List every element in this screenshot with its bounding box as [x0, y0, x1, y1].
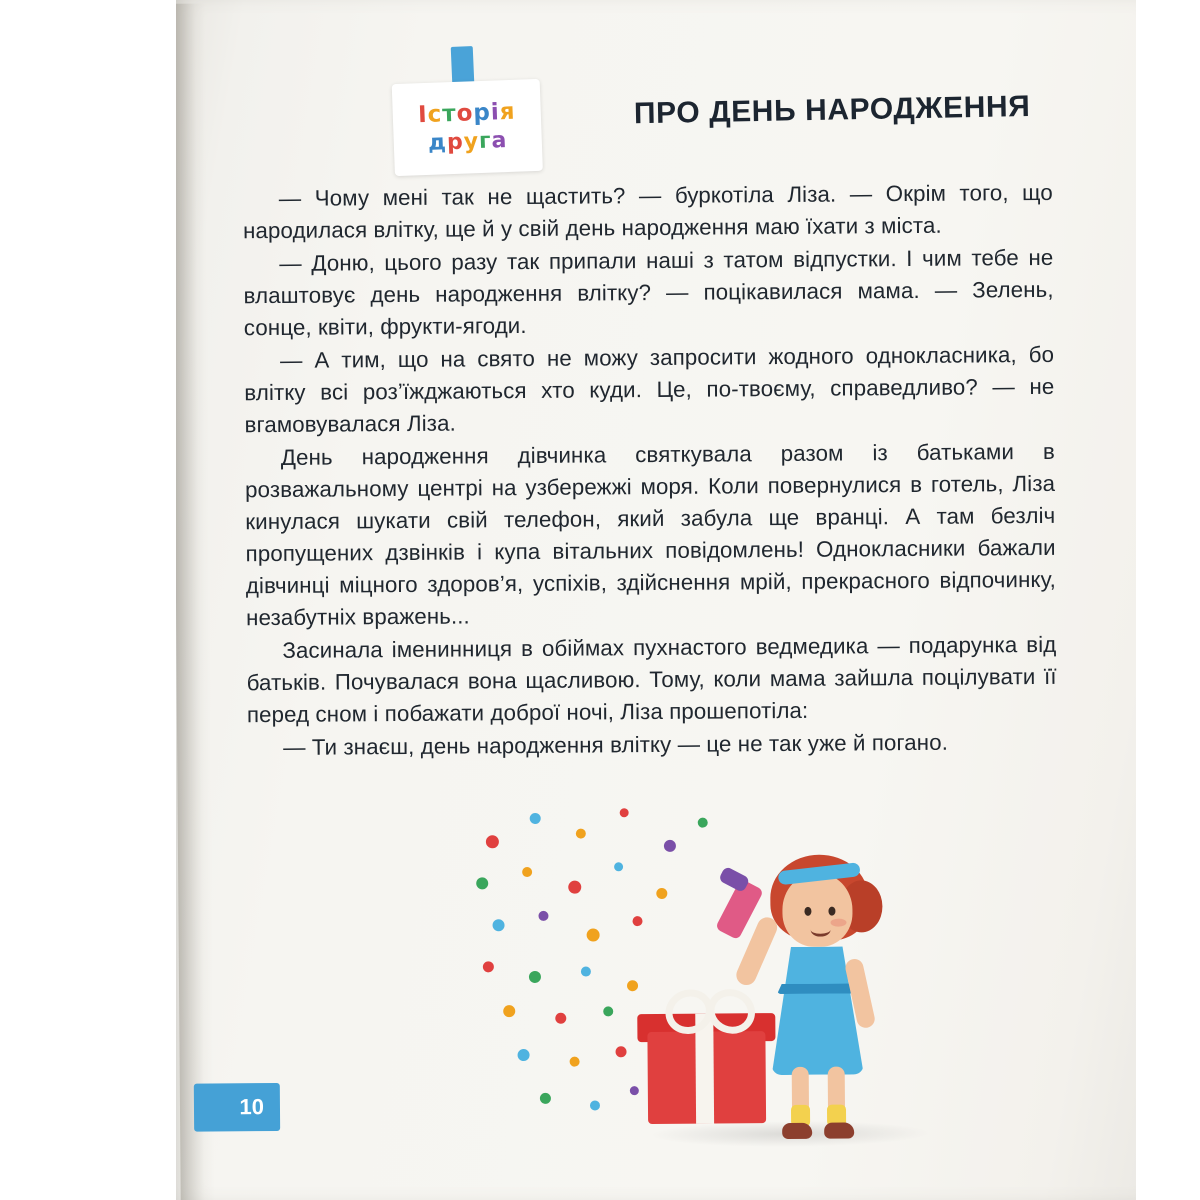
- confetti-dot: [614, 862, 623, 871]
- book-page: [176, 0, 1136, 1200]
- confetti-dot: [522, 867, 532, 877]
- confetti-dot: [581, 967, 591, 977]
- book-gutter-shadow: [176, 4, 215, 1200]
- confetti-dot: [555, 1013, 566, 1024]
- confetti-dot: [664, 840, 676, 852]
- confetti-dot: [603, 1006, 613, 1016]
- confetti-dot: [698, 818, 708, 828]
- confetti-dot: [587, 928, 600, 941]
- girl-cheek: [831, 919, 847, 927]
- confetti-dot: [518, 1049, 530, 1061]
- confetti-dot: [590, 1100, 600, 1110]
- page-content: [176, 0, 1136, 1200]
- chapter-badge-line2: друга: [427, 127, 508, 156]
- chapter-badge-line1: Історія: [417, 98, 516, 129]
- confetti-dot: [529, 971, 541, 983]
- confetti-dot: [493, 919, 505, 931]
- confetti-dot: [627, 980, 638, 991]
- paragraph: — Доню, цього разу так припали наші з татом відпустки. І чим тебе не влаштовує день народження влітку? — поцікавилася мама. — Зелень, сонце, квіти, фрукти-ягоди.: [243, 244, 1054, 341]
- confetti-dot: [568, 881, 581, 894]
- confetti-dot: [632, 916, 642, 926]
- paragraph: — Ти знаєш, день народження влітку — це не так уже й погано.: [283, 729, 949, 760]
- girl-mouth: [811, 923, 831, 937]
- paragraph: — А тим, що на свято не можу запросити жодного однокласника, бо влітку всі роз’їжджаються хто куди. Це, по-твоєму, справедливо? — не вгамовувалася Ліза.: [244, 341, 1055, 438]
- girl-shoe-right: [824, 1122, 854, 1138]
- paragraph: Засинала іменинниця в обіймах пухнастого ведмедика — подарунка від батьків. Почувалася вона щасливою. Тому, коли мама зайшла поцілувати її перед сном і побажати доброї ночі, Ліза прошепотіла:: [246, 631, 1057, 728]
- confetti-dot: [656, 888, 667, 899]
- girl-eye-right: [828, 907, 835, 916]
- confetti-dot: [576, 829, 586, 839]
- confetti-dot: [486, 835, 499, 848]
- confetti-dot: [630, 1086, 639, 1095]
- paragraph: День народження дівчинка святкувала разом із батьками в розважальному центрі на узбережжі моря. Коли повернулися в готель, Ліза кинулася шукати свій телефон, який забула ще вранці. А там безліч пропущених дзвінків і купа вітальних повідомлень! Однокласники бажали дівчинці міцного здоров’я, успіхів, здійснення мрій, прекрасного відпочинку, незабутніх вражень...: [245, 438, 1056, 631]
- confetti-dot: [540, 1093, 551, 1104]
- page-number: 10: [194, 1083, 280, 1132]
- confetti-dot: [483, 961, 494, 972]
- paragraph: — Чому мені так не щастить? — буркотіла Ліза. — Окрім того, що народилася влітку, ще й у свій день народження маю їхати з міста.: [242, 179, 1053, 244]
- girl-character: [718, 818, 911, 1139]
- confetti-dot: [570, 1057, 580, 1067]
- confetti-dot: [530, 813, 541, 824]
- girl-dress-band: [777, 983, 855, 994]
- chapter-badge: [392, 79, 543, 176]
- page-title: ПРО ДЕНЬ НАРОДЖЕННЯ: [633, 89, 1031, 131]
- confetti-dot: [620, 808, 629, 817]
- body-text: [243, 177, 1058, 765]
- confetti-layer: [468, 798, 948, 802]
- confetti-dot: [503, 1005, 515, 1017]
- confetti-dot: [538, 911, 548, 921]
- girl-shoe-left: [782, 1123, 812, 1139]
- illustration: [468, 798, 951, 1172]
- confetti-dot: [616, 1046, 627, 1057]
- girl-eye-left: [804, 907, 811, 916]
- confetti-dot: [476, 877, 488, 889]
